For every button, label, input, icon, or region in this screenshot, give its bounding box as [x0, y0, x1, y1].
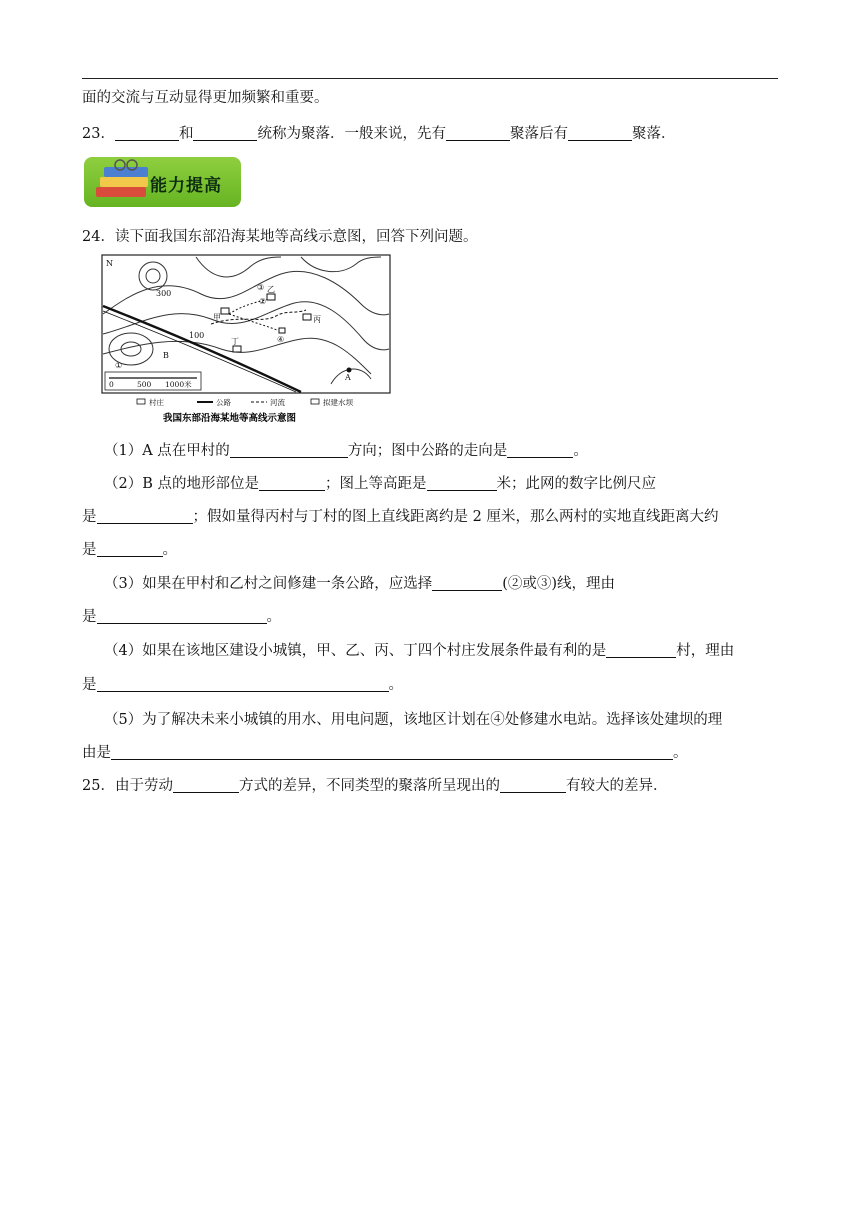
section-badge	[84, 157, 241, 207]
answer-blank[interactable]	[568, 125, 632, 141]
question-24-part-2-line-3: 是 。	[82, 542, 177, 558]
answer-blank[interactable]	[259, 475, 325, 491]
mark-2-label: ②	[259, 297, 267, 306]
answer-blank[interactable]	[97, 541, 163, 557]
answer-blank[interactable]	[115, 125, 179, 141]
map-caption: 我国东部沿海某地等高线示意图	[163, 413, 297, 424]
answer-blank[interactable]	[111, 744, 673, 760]
village-ding-label: 丁	[231, 337, 239, 346]
mark-1-label: ①	[115, 361, 123, 370]
village-jia-label: 甲	[213, 313, 221, 322]
question-number: 23．	[82, 126, 115, 142]
point-a-marker	[347, 368, 352, 373]
mark-4-label: ④	[277, 335, 285, 344]
answer-blank[interactable]	[500, 777, 566, 793]
scale-label-1000: 1000米	[165, 380, 192, 389]
point-b-label: B	[163, 351, 169, 360]
question-24-stem: 24．读下面我国东部沿海某地等高线示意图，回答下列问题。	[82, 229, 478, 245]
map-legend	[137, 397, 353, 407]
contour-map	[101, 254, 393, 428]
question-24-part-2: （2）B 点的地形部位是 ；图上等高距是 米；此网的数字比例尺应	[104, 476, 656, 492]
legend-river-label: 河流	[270, 398, 285, 407]
mark-3-label: ③	[257, 283, 265, 292]
answer-blank[interactable]	[507, 442, 573, 458]
answer-blank[interactable]	[606, 642, 676, 658]
question-24-part-3: （3）如果在甲村和乙村之间修建一条公路，应选择 (②或③)线，理由	[104, 576, 616, 592]
answer-blank[interactable]	[97, 676, 389, 692]
contour-label-100: 100	[189, 331, 205, 340]
answer-blank[interactable]	[230, 442, 348, 458]
legend-dam-label: 拟建水坝	[323, 398, 353, 407]
question-24-part-2-line-2: 是 ；假如量得丙村与丁村的图上直线距离约是 2 厘米，那么两村的实地直线距离大约	[82, 509, 719, 525]
village-jia-marker	[221, 308, 229, 314]
answer-blank[interactable]	[427, 475, 497, 491]
answer-blank[interactable]	[173, 777, 239, 793]
answer-blank[interactable]	[97, 608, 267, 624]
question-24-part-1: （1）A 点在甲村的 方向；图中公路的走向是 。	[104, 443, 588, 459]
question-25: 25．由于劳动 方式的差异，不同类型的聚落所呈现出的 有较大的差异．	[82, 778, 668, 794]
answer-blank[interactable]	[97, 508, 193, 524]
question-24-part-5-line-2: 由是 。	[82, 745, 688, 761]
scale-label-500: 500	[137, 380, 152, 389]
header-rule	[82, 78, 778, 79]
scale-label-0: 0	[109, 380, 114, 389]
answer-blank[interactable]	[446, 125, 510, 141]
question-24-part-4: （4）如果在该地区建设小城镇，甲、乙、丙、丁四个村庄发展条件最有利的是 村，理由	[104, 643, 735, 659]
answer-blank[interactable]	[432, 575, 502, 591]
village-ding-marker	[233, 346, 241, 352]
question-24-part-5: （5）为了解决未来小城镇的用水、用电问题，该地区计划在④处修建水电站。选择该处建坝的理	[104, 712, 723, 728]
question-24-part-3-line-2: 是 。	[82, 609, 281, 625]
legend-road-label: 公路	[216, 398, 231, 407]
question-23: 23． 和 统称为聚落．一般来说，先有 聚落后有 聚落．	[82, 126, 676, 142]
answer-blank[interactable]	[193, 125, 257, 141]
legend-village-label: 村庄	[149, 398, 164, 407]
question-24-part-4-line-2: 是 。	[82, 677, 403, 693]
intro-tail-text: 面的交流与互动显得更加频繁和重要。	[82, 90, 329, 106]
village-bing-marker	[303, 314, 311, 320]
north-arrow-label: N	[106, 259, 113, 268]
village-yi-marker	[267, 294, 275, 300]
point-a-label: A	[345, 373, 351, 382]
village-bing-label: 丙	[313, 315, 321, 324]
village-yi-label: 乙	[267, 285, 275, 294]
badge-label: 能力提高	[150, 176, 222, 196]
contour-label-300: 300	[156, 289, 172, 298]
dam-marker	[279, 328, 285, 333]
